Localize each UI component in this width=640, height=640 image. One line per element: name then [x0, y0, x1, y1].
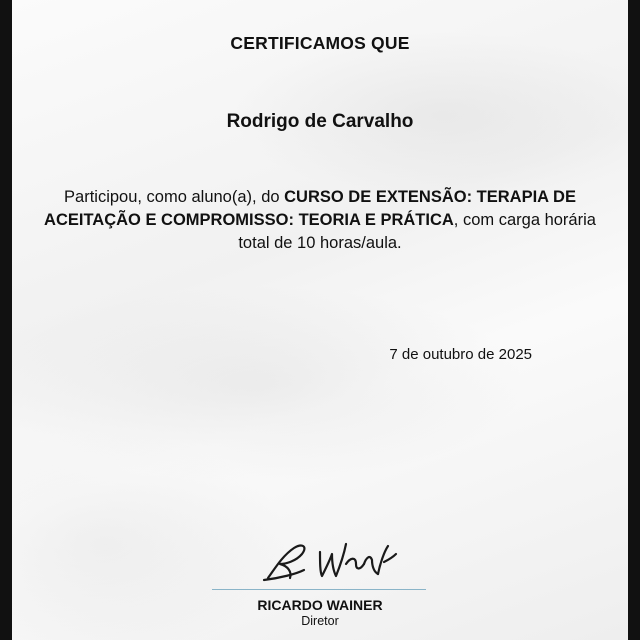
certificate-page — [12, 0, 628, 640]
body-outro: , com carga horária total de 10 horas/aula. — [238, 211, 596, 252]
recipient-name: Rodrigo de Carvalho — [226, 111, 414, 132]
certificate-heading: CERTIFICAMOS QUE — [230, 33, 410, 53]
certificate-body — [30, 186, 610, 255]
signer-role: Diretor — [301, 614, 339, 628]
course-title: CURSO DE EXTENSÃO: TERAPIA DE ACEITAÇÃO E COMPROMISSO: TEORIA E PRÁTICA — [44, 188, 576, 229]
issue-date: 7 de outubro de 2025 — [389, 346, 532, 363]
signer-name: RICARDO WAINER — [257, 597, 383, 613]
signature-line — [212, 589, 426, 590]
body-intro: Participou, como aluno(a), do — [64, 188, 285, 206]
handwritten-signature — [260, 534, 400, 586]
